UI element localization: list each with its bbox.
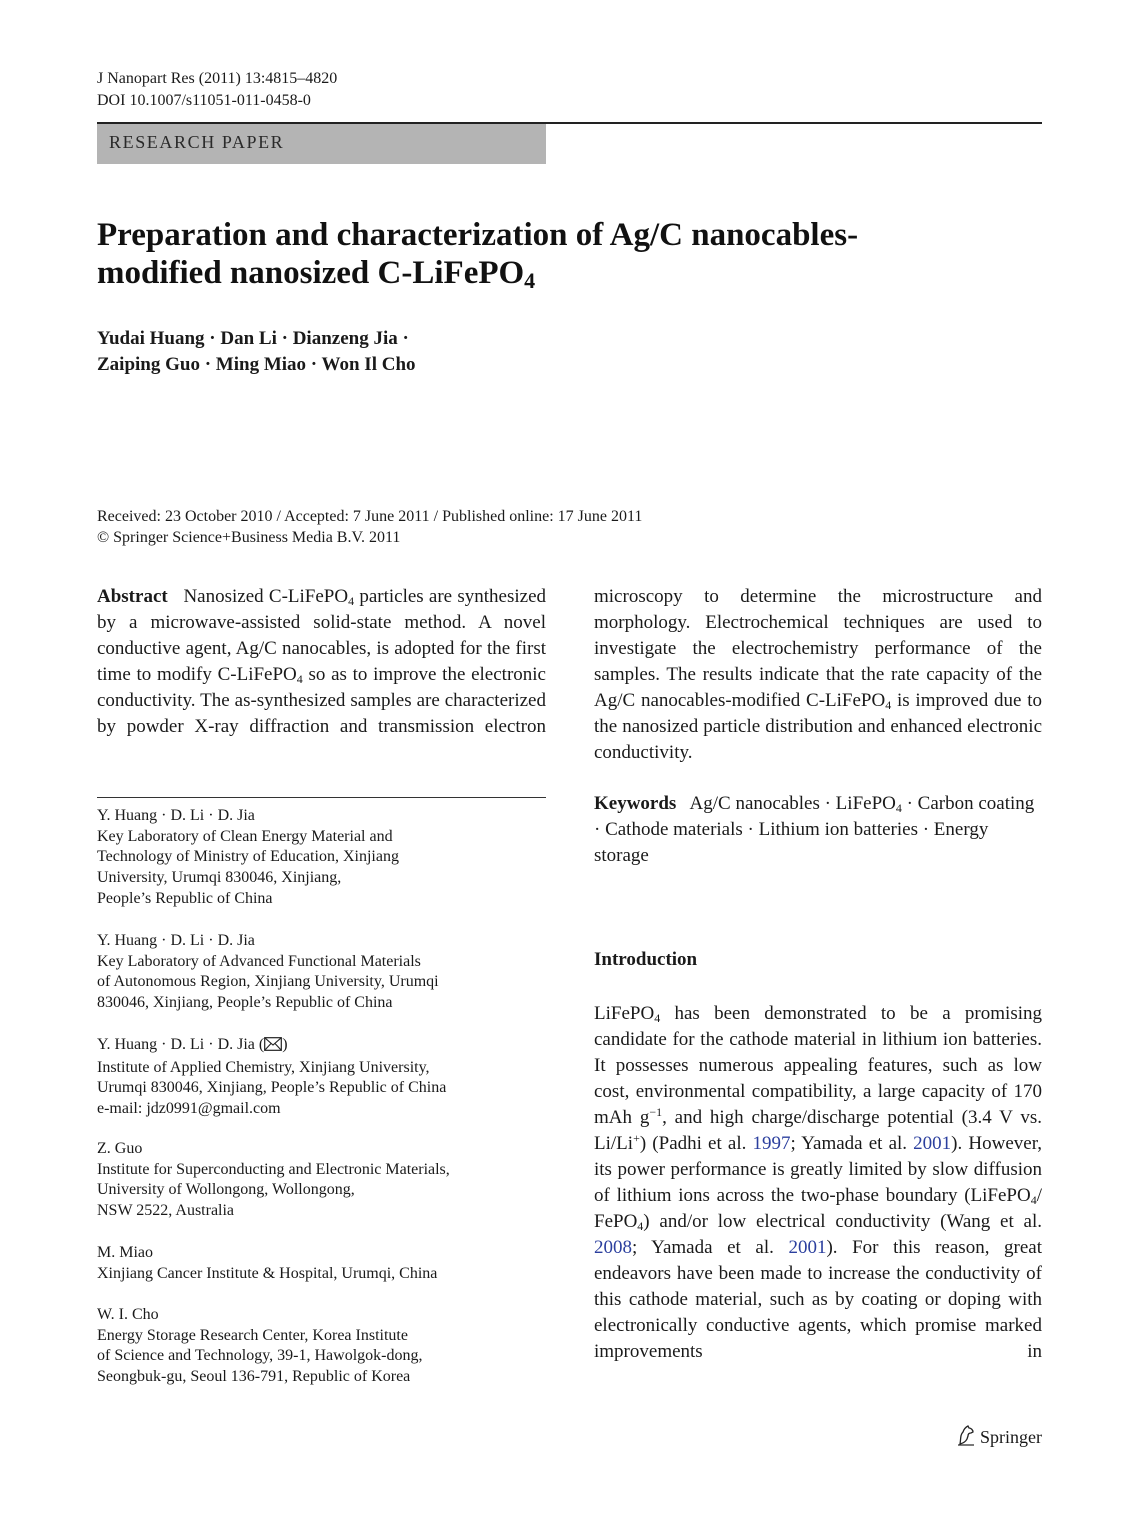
abstract-text-2: particles are synthesized by a microwave-assisted solid-state method. A novel conductive agent, Ag/C nanocables, is adopted for the first time to modify C-LiFePO [97, 586, 547, 685]
affiliation-rule [97, 797, 546, 798]
citation-link[interactable]: 1997 [752, 1133, 791, 1154]
abstract-cont-a: microscopy to determine the microstructure and morphology. Electrochemical techniques are used to investigate the electrochemistry performance of the samples. The results indicate that the rate capacity of the Ag/C nanocables-modified C-LiFePO [594, 586, 1042, 711]
intro-text: ). For this reason, great endeavors have been made to increase the conductivity of this cathode material, such as by coating or doping with electronically conductive agents, which promise marked improvements in [594, 1237, 1042, 1362]
affiliation-line: Key Laboratory of Advanced Functional Materials [97, 952, 421, 970]
history-line: Received: 23 October 2010 / Accepted: 7 June 2011 / Published online: 17 June 2011 [97, 508, 643, 525]
abstract-cont-b: is improved due to the nanosized particle distribution and enhanced electronic conductivity. [594, 690, 1042, 763]
keywords-text-1: Ag/C nanocables · LiFePO [689, 793, 896, 814]
affiliation-line: Technology of Ministry of Education, Xinjiang [97, 848, 399, 866]
abstract-sub-2: 4 [296, 672, 303, 686]
affiliation-4 [97, 1139, 546, 1222]
affiliation-3 [97, 1035, 546, 1120]
abstract-continuation [594, 584, 1042, 766]
title-line-1: Preparation and characterization of Ag/C nanocables- [97, 217, 859, 253]
intro-text: LiFePO [594, 1003, 655, 1024]
abstract-text-1: Nanosized C-LiFePO [183, 586, 349, 607]
affiliation-line: of Science and Technology, 39-1, Hawolgok-dong, [97, 1347, 423, 1365]
citation-link[interactable]: 2001 [913, 1133, 952, 1154]
intro-text: ) and/or low electrical conductivity (Wang et al. [643, 1211, 1042, 1232]
introduction-paragraph [594, 1001, 1042, 1365]
affiliation-5 [97, 1243, 546, 1284]
publisher-logo [956, 1424, 1042, 1451]
affiliation-line: Energy Storage Research Center, Korea Institute [97, 1326, 408, 1344]
affiliation-1 [97, 806, 546, 910]
intro-sub: 4 [637, 1219, 644, 1233]
citation-link[interactable]: 2001 [788, 1237, 827, 1258]
title-line-2 [97, 254, 997, 292]
intro-text: / FePO [594, 1185, 1042, 1232]
affiliation-line: of Autonomous Region, Xinjiang University, Urumqi [97, 973, 439, 991]
affiliation-line: Urumqi 830046, Xinjiang, People’s Republic of China [97, 1079, 447, 1097]
intro-text: has been demonstrated to be a promising candidate for the cathode material in lithium ion batteries. It possesses numerous appealing features, such as low cost, environmental compatibility, a large capacity of 170 mAh g [594, 1003, 1042, 1128]
abstract-sub-1: 4 [348, 594, 355, 608]
affiliation-line: Key Laboratory of Clean Energy Material and [97, 827, 393, 845]
affiliation-line: Seongbuk-gu, Seoul 136-791, Republic of Korea [97, 1368, 411, 1386]
intro-text: ; Yamada et al. [790, 1133, 914, 1154]
intro-sub: 4 [1030, 1193, 1037, 1207]
affiliation-2 [97, 931, 546, 1014]
intro-text: ; Yamada et al. [632, 1237, 789, 1258]
doi-line: DOI 10.1007/s11051-011-0458-0 [97, 92, 311, 109]
affiliation-names: Y. Huang · D. Li · D. Jia [97, 807, 255, 824]
affiliation-line: NSW 2522, Australia [97, 1202, 235, 1220]
affiliation-names-text: Y. Huang · D. Li · D. Jia ( [97, 1036, 265, 1053]
affiliation-line: University of Wollongong, Wollongong, [97, 1181, 355, 1199]
title-line-2-text: modified nanosized C-LiFePO [97, 255, 525, 291]
journal-line: J Nanopart Res (2011) 13:4815–4820 [97, 70, 338, 87]
keywords-text-2: · Carbon coating · Cathode materials · Lithium ion batteries · Energy storage [594, 793, 1035, 866]
section-label: RESEARCH PAPER [109, 132, 285, 152]
intro-text: ) (Padhi et al. [639, 1133, 753, 1154]
intro-text: , and high charge/discharge potential (3.4 V vs. Li/Li [594, 1107, 1042, 1154]
author-line-1: Yudai Huang · Dan Li · Dianzeng Jia · [97, 328, 409, 349]
keywords-paragraph [594, 791, 1042, 869]
author-list [97, 326, 416, 378]
affiliation-names: M. Miao [97, 1244, 153, 1261]
affiliation-line: University, Urumqi 830046, Xinjiang, [97, 869, 342, 887]
introduction-heading: Introduction [594, 949, 698, 970]
affiliation-names [97, 1035, 546, 1058]
citation-link[interactable]: 2008 [594, 1237, 632, 1258]
abstract-label: Abstract [97, 586, 168, 607]
envelope-icon [264, 1037, 282, 1058]
keywords-label: Keywords [594, 793, 677, 814]
publication-history [97, 506, 642, 548]
paper-title [97, 216, 997, 292]
abstract-cont-sub: 4 [885, 698, 892, 712]
affiliation-line: People’s Republic of China [97, 889, 273, 907]
affiliation-line: Institute of Applied Chemistry, Xinjiang University, [97, 1058, 430, 1076]
abstract-paragraph [97, 584, 546, 740]
intro-text: ). However, its power performance is greatly limited by slow diffusion of lithium ions across the two-phase boundary (LiFePO [594, 1133, 1043, 1206]
title-subscript: 4 [524, 268, 536, 293]
author-line-2: Zaiping Guo · Ming Miao · Won Il Cho [97, 354, 416, 375]
affiliation-6 [97, 1305, 546, 1388]
keywords-sub: 4 [895, 801, 902, 815]
intro-sup: −1 [649, 1105, 663, 1119]
publisher-name: Springer [980, 1427, 1042, 1447]
affiliation-line: 830046, Xinjiang, People’s Republic of China [97, 994, 393, 1012]
affiliation-names: Z. Guo [97, 1140, 143, 1157]
affiliation-names-close: ) [282, 1036, 288, 1053]
intro-sub: 4 [654, 1011, 661, 1025]
journal-citation [97, 68, 337, 112]
affiliation-line: Institute for Superconducting and Electronic Materials, [97, 1160, 450, 1178]
affiliation-line: Xinjiang Cancer Institute & Hospital, Urumqi, China [97, 1264, 438, 1282]
affiliation-names: W. I. Cho [97, 1306, 159, 1323]
abstract-text-3: so as to improve the electronic conductivity. The as-synthesized samples are characterized by powder X-ray diffraction and transmission electron [97, 664, 546, 737]
copyright-line: © Springer Science+Business Media B.V. 2011 [97, 529, 401, 546]
intro-sup: + [633, 1131, 640, 1145]
affiliation-email[interactable]: e-mail: jdz0991@gmail.com [97, 1100, 281, 1118]
springer-horse-icon [956, 1424, 976, 1451]
affiliation-names: Y. Huang · D. Li · D. Jia [97, 932, 255, 949]
